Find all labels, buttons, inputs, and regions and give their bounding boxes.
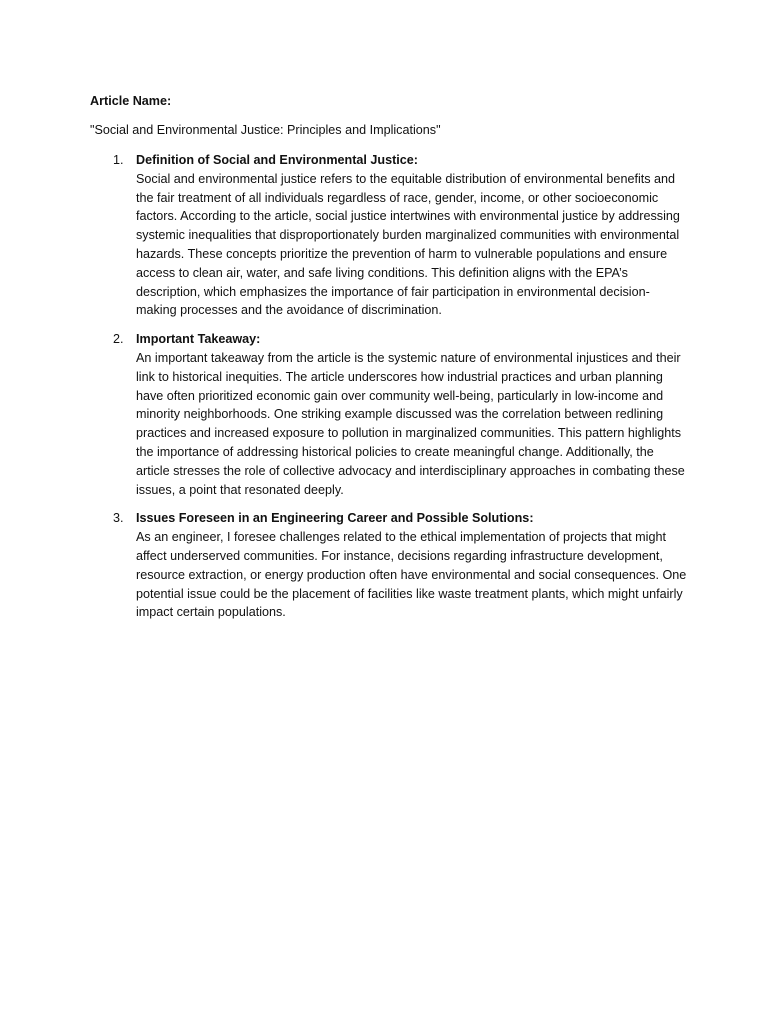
section-number: 3. — [113, 511, 124, 526]
list-item — [90, 151, 690, 320]
section-heading: Important Takeaway: — [136, 332, 261, 347]
section-body: As an engineer, I foresee challenges related to the ethical implementation of projects that might affect underserved communities. For instance, decisions regarding infrastructure development, resource extraction, or energy production often have environmental and social consequences. One potential issue could be the placement of facilities like waste treatment plants, which might unfairly impact certain populations. — [136, 530, 687, 620]
article-title: "Social and Environmental Justice: Principles and Implications" — [90, 123, 441, 137]
list-item — [90, 509, 690, 622]
section-number: 1. — [113, 153, 124, 167]
section-body: Social and environmental justice refers to the equitable distribution of environmental benefits and the fair treatment of all individuals regardless of race, gender, income, or other socioeconomic factors. According to the article, social justice intertwines with environmental justice by addressing systemic inequalities that disproportionately burden marginalized communities with environmental hazards. These concepts prioritize the prevention of harm to vulnerable populations and ensure access to clean air, water, and safe living conditions. This definition aligns with the EPA’s description, which emphasizes the importance of fair participation in environmental decision-making processes and the avoidance of discrimination. — [136, 171, 680, 318]
section-heading: Definition of Social and Environmental Justice: — [136, 153, 419, 167]
list-item — [90, 330, 690, 499]
section-body: An important takeaway from the article is the systemic nature of environmental injustices and their link to historical inequities. The article underscores how industrial practices and urban planning have often prioritized economic gain over community well-being, particularly in low-income and minority neighborhoods. One striking example discussed was the correlation between redlining practices and increased exposure to pollution in marginalized communities. This pattern highlights the importance of addressing historical policies to create meaningful change. Additionally, the article stresses the role of collective advocacy and interdisciplinary approaches in combating these issues, a point that resonated deeply. — [136, 350, 685, 497]
article-name-label: Article Name: — [90, 94, 172, 108]
section-list — [90, 151, 690, 632]
section-heading: Issues Foreseen in an Engineering Career and Possible Solutions: — [136, 511, 534, 526]
section-number: 2. — [113, 332, 124, 347]
